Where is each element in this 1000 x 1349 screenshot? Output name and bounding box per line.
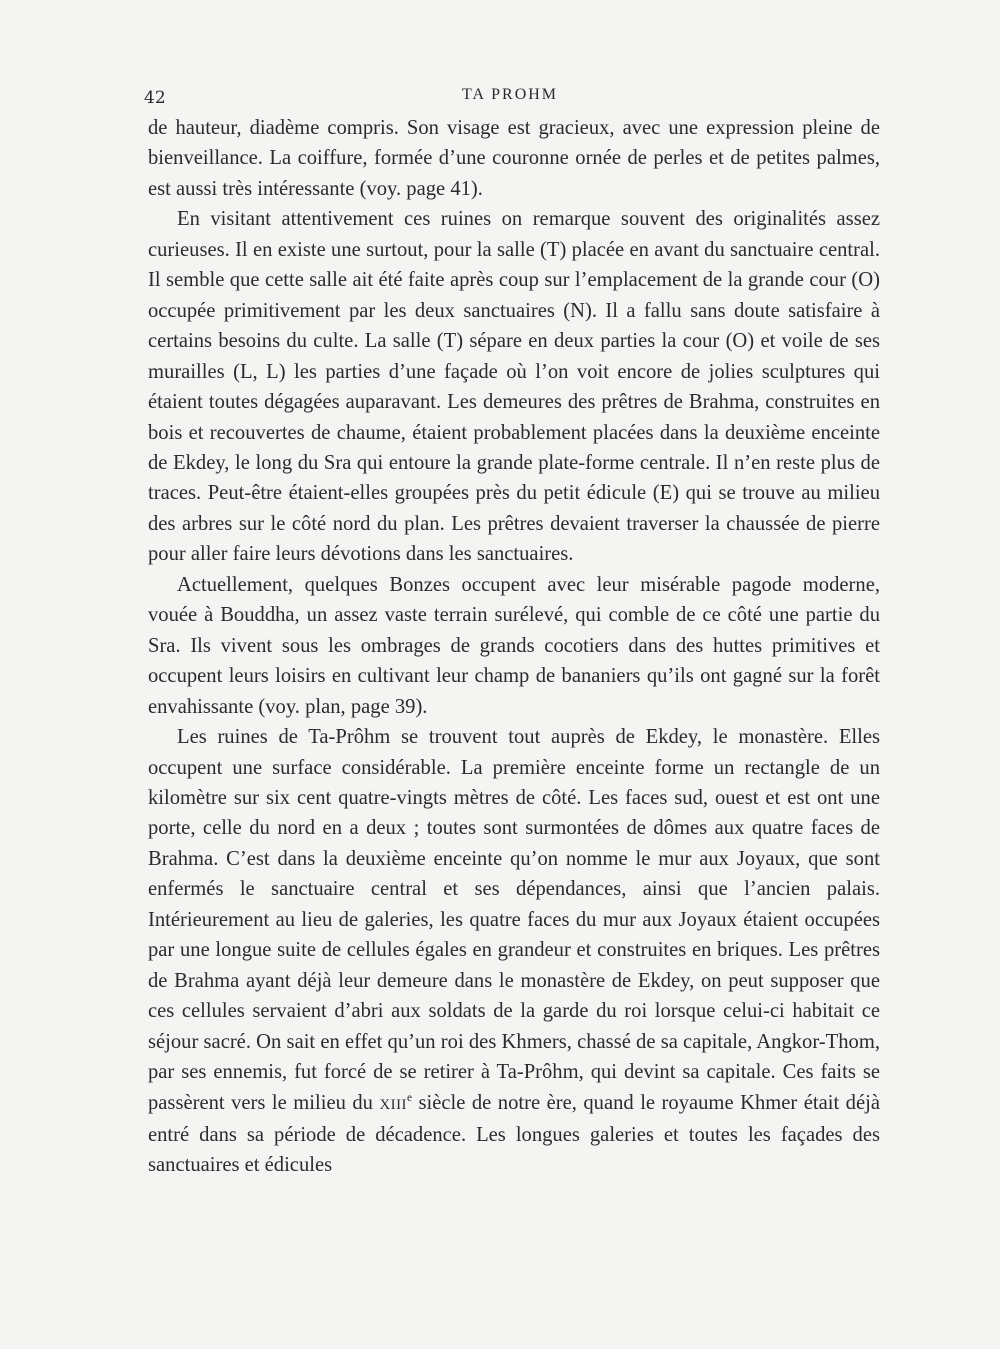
running-title-text: TA PROHM [461, 86, 559, 103]
century-suffix: e [406, 1091, 413, 1104]
page-number: 42 [144, 88, 166, 108]
running-title [0, 86, 1000, 104]
paragraph-4-text-after: siècle de notre ère, quand le royaume Khmer était déjà entré dans sa période de décadence. Les longues galeries et toutes les façades des sanctuaires et édicules [148, 1091, 880, 1177]
paragraph-4 [148, 722, 880, 1181]
century-numeral: XIII [379, 1096, 407, 1113]
paragraph-2: En visitant attentivement ces ruines on remarque souvent des originalités assez curieuses. Il en existe une surtout, pour la salle (T) placée en avant du sanctuaire central. Il semble que cette salle ait été faite après coup sur l’emplacement de la grande cour (O) occupée primitivement par les deux sanctuaires (N). Il a fallu sans doute satisfaire à certains besoins du culte. La salle (T) sépare en deux parties la cour (O) et voile de ses murailles (L, L) les parties d’une façade où l’on voit encore de jolies sculptures qui étaient toutes dégagées auparavant. Les demeures des prêtres de Brahma, construites en bois et recouvertes de chaume, étaient probablement placées dans la deuxième enceinte de Ekdey, le long du Sra qui entoure la grande plate-forme centrale. Il n’en reste plus de traces. Peut-être étaient-elles groupées près du petit édicule (E) qui se trouve au milieu des arbres sur le côté nord du plan. Les prêtres devaient traverser la chaussée de pierre pour aller faire leurs dévotions dans les sanctuaires. [148, 208, 880, 566]
body-text [148, 113, 880, 1181]
paragraph-1: de hauteur, diadème compris. Son visage est gracieux, avec une expression pleine de bienveillance. La coiffure, formée d’une couronne ornée de perles et de petites palmes, est aussi très intéressante (voy. page 41). [148, 117, 880, 200]
paragraph-3: Actuellement, quelques Bonzes occupent avec leur misérable pagode moderne, vouée à Bouddha, un assez vaste terrain surélevé, qui comble de ce côté une partie du Sra. Ils vivent sous les ombrages de grands cocotiers dans des huttes primitives et occupent leurs loisirs en cultivant leur champ de bananiers qu’ils ont gagné sur la forêt envahissante (voy. plan, page 39). [148, 573, 880, 718]
paragraph-4-text-before: Les ruines de Ta-Prôhm se trouvent tout auprès de Ekdey, le monastère. Elles occupent une surface considérable. La première enceinte forme un rectangle de un kilomètre sur six cent quatre-vingts mètres de côté. Les faces sud, ouest et est ont une porte, celle du nord en a deux ; toutes sont surmontées de dômes aux quatre faces de Brahma. C’est dans la deuxième enceinte qu’on nomme le mur aux Joyaux, que sont enfermés le sanctuaire central et ses dépendances, ainsi que l’ancien palais. Intérieurement au lieu de galeries, les quatre faces du mur aux Joyaux étaient occupées par une longue suite de cellules égales en grandeur et construites en briques. Les prêtres de Brahma ayant déjà leur demeure dans le monastère de Ekdey, on peut supposer que ces cellules servaient d’abri aux soldats de la garde du roi lorsque celui-ci habitait ce séjour sacré. On sait en effet qu’un roi des Khmers, chassé de sa capitale, Angkor-Thom, par ses ennemis, fut forcé de se retirer à Ta-Prôhm, qui devint sa capitale. Ces faits se passèrent vers le milieu du [148, 726, 880, 1114]
